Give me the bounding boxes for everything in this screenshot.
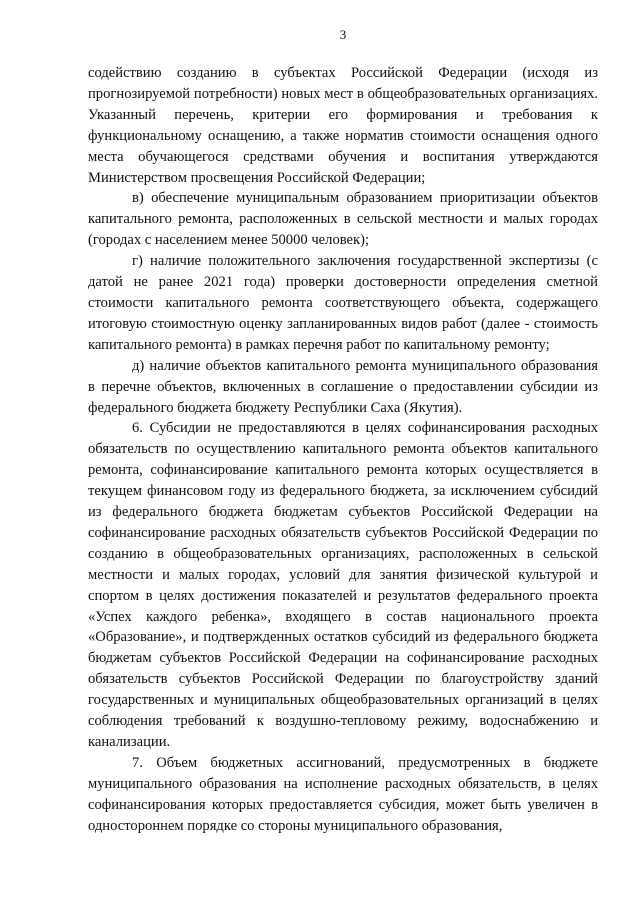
paragraph-clause-7: 7. Объем бюджетных ассигнований, предусмотренных в бюджете муниципального образования на исполнение расходных обязательств, в целях софинансирования которых предоставляется субсидия, может быть увеличен в одностороннем порядке со стороны муниципального образования, xyxy=(88,754,598,834)
paragraph-item-v: в) обеспечение муниципальным образованием приоритизации объектов капитального ремонта, расположенных в сельской местности и малых городах (городах с населением менее 50000 человек); xyxy=(88,190,598,249)
paragraph-item-d: д) наличие объектов капитального ремонта муниципального образования в перечне объектов, включенных в соглашение о предоставлении субсидии из федерального бюджета бюджету Республики Саха (Якутия). xyxy=(88,357,598,416)
page-number: 3 xyxy=(339,27,347,42)
paragraph-continuation: содействию созданию в субъектах Российской Федерации (исходя из прогнозируемой потребности) новых мест в общеобразовательных организациях. Указанный перечень, критерии его формирования и требования к функциональному оснащению, а также норматив стоимости оснащения одного места обучающегося средствами обучения и воспитания утверждаются Министерством просвещения Российской Федерации; xyxy=(88,65,598,186)
paragraph-item-g: г) наличие положительного заключения государственной экспертизы (с датой не ранее 2021 года) проверки достоверности определения сметной стоимости капитального ремонта соответствующего объекта, содержащего итоговую стоимостную оценку запланированных видов работ (далее - стоимость капитального ремонта) в рамках перечня работ по капитальному ремонту; xyxy=(88,253,598,353)
paragraph-clause-6: 6. Субсидии не предоставляются в целях софинансирования расходных обязательств по осуществлению капитального ремонта объектов капитального ремонта, софинансирование капитального ремонта которых осуществляется в текущем финансовом году из федерального бюджета, за исключением субсидий из федерального бюджета бюджетам субъектов Российской Федерации на софинансирование расходных обязательств субъектов Российской Федерации по созданию в общеобразовательных организациях, расположенных в сельской местности и малых городах, условий для занятия физической культурой и спортом в целях достижения показателей и результатов федерального проекта «Успех каждого ребенка», входящего в состав национального проекта «Образование», и подтвержденных остатков субсидий из федерального бюджета бюджетам субъектов Российской Федерации на софинансирование расходных обязательств субъектов Российской Федерации по благоустройству зданий государственных и муниципальных общеобразовательных организаций в целях соблюдения требований к воздушно-тепловому режиму, водоснабжению и канализации. xyxy=(88,420,598,750)
